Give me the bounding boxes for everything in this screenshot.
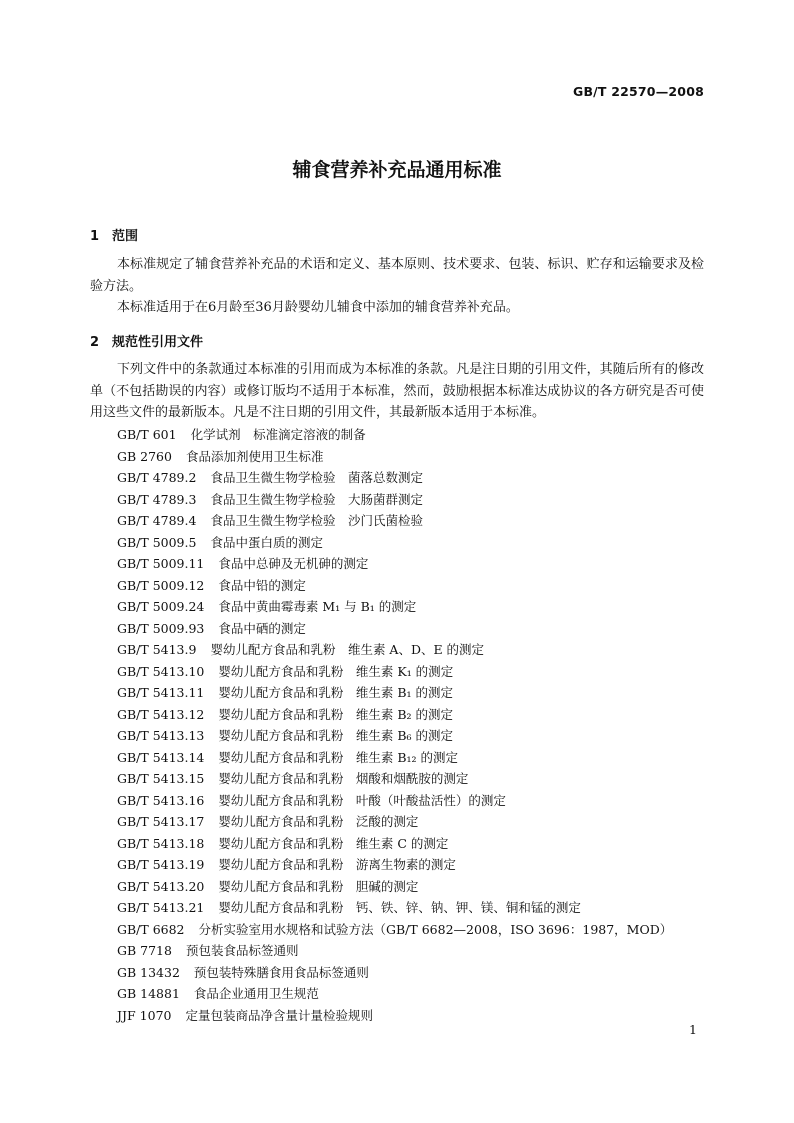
- reference-item: [117, 424, 672, 446]
- paragraph: 下列文件中的条款通过本标准的引用而成为本标准的条款。凡是注日期的引用文件，其随后所有的修改单（不包括勘误的内容）或修订版均不适用于本标准，然而，鼓励根据本标准达成协议的各方研究是否可使用这些文件的最新版本。凡是不注日期的引用文件，其最新版本适用于本标准。: [90, 362, 704, 420]
- reference-title: 食品中铅的测定: [218, 577, 306, 593]
- reference-code: GB/T 4789.4: [117, 513, 197, 528]
- reference-code: GB/T 5009.11: [117, 556, 205, 571]
- reference-code: GB/T 5413.21: [117, 900, 205, 915]
- reference-item: [117, 876, 672, 898]
- reference-title: 婴幼儿配方食品和乳粉 胆碱的测定: [218, 878, 419, 894]
- reference-title: 婴幼儿配方食品和乳粉 叶酸（叶酸盐活性）的测定: [218, 792, 506, 808]
- reference-item: [117, 790, 672, 812]
- section-2-heading: [90, 331, 203, 350]
- reference-item: [117, 553, 672, 575]
- reference-code: GB/T 5413.18: [117, 835, 205, 851]
- reference-title: 食品中黄曲霉毒素 M₁ 与 B₁ 的测定: [218, 599, 417, 614]
- reference-item: [117, 489, 672, 511]
- reference-code: GB/T 601: [117, 427, 177, 442]
- reference-item: [117, 596, 672, 618]
- document-title: 辅食营养补充品通用标准: [292, 159, 502, 181]
- reference-title: 婴幼儿配方食品和乳粉 维生素 B₂ 的测定: [218, 706, 454, 722]
- reference-code: GB/T 5413.9: [117, 642, 197, 657]
- reference-item: [117, 467, 672, 489]
- reference-item: [117, 682, 672, 704]
- reference-item: [117, 940, 672, 962]
- reference-item: [117, 532, 672, 554]
- reference-code: GB/T 5413.14: [117, 749, 205, 765]
- paragraph: 本标准适用于在6月龄至36月龄婴幼儿辅食中添加的辅食营养补充品。: [117, 300, 519, 315]
- reference-item: [117, 919, 672, 941]
- reference-item: [117, 962, 672, 984]
- section-1-body: [90, 254, 704, 319]
- reference-code: GB/T 6682: [117, 921, 185, 937]
- reference-title: 婴幼儿配方食品和乳粉 维生素 A、D、E 的测定: [210, 642, 485, 657]
- reference-title: 婴幼儿配方食品和乳粉 游离生物素的测定: [218, 857, 456, 872]
- section-number: 2: [90, 335, 100, 350]
- reference-title: 分析实验室用水规格和试验方法（GB/T 6682—2008，ISO 3696：1987，MOD）: [198, 921, 673, 937]
- reference-item: [117, 833, 672, 855]
- reference-title: 食品中蛋白质的测定: [210, 534, 323, 550]
- reference-title: 食品企业通用卫生规范: [193, 986, 319, 1001]
- reference-item: [117, 747, 672, 769]
- reference-title: 预包装特殊膳食用食品标签通则: [193, 964, 369, 980]
- reference-item: [117, 661, 672, 683]
- reference-item: [117, 854, 672, 876]
- reference-code: GB/T 5009.93: [117, 620, 205, 636]
- reference-code: GB/T 5413.15: [117, 771, 205, 786]
- reference-item: [117, 811, 672, 833]
- reference-item: [117, 510, 672, 532]
- reference-title: 婴幼儿配方食品和乳粉 烟酸和烟酰胺的测定: [218, 771, 469, 786]
- reference-item: [117, 897, 672, 919]
- reference-code: GB/T 5413.13: [117, 728, 205, 743]
- reference-item: [117, 1005, 672, 1027]
- reference-title: 婴幼儿配方食品和乳粉 维生素 B₆ 的测定: [218, 728, 454, 743]
- reference-code: GB/T 5413.16: [117, 792, 205, 808]
- reference-title: 婴幼儿配方食品和乳粉 维生素 K₁ 的测定: [218, 663, 454, 679]
- section-number: 1: [90, 229, 100, 244]
- section-2-intro: [90, 359, 704, 424]
- standard-code: GB/T 22570—2008: [572, 84, 704, 99]
- reference-code: GB 13432: [117, 964, 180, 980]
- reference-code: GB/T 5413.11: [117, 685, 205, 700]
- reference-title: 婴幼儿配方食品和乳粉 泛酸的测定: [218, 814, 419, 829]
- reference-code: GB/T 4789.3: [117, 491, 197, 507]
- reference-code: GB/T 5413.10: [117, 663, 205, 679]
- reference-item: [117, 639, 672, 661]
- reference-code: JJF 1070: [117, 1007, 172, 1023]
- section-title: 规范性引用文件: [112, 335, 204, 350]
- reference-title: 预包装食品标签通则: [185, 943, 299, 958]
- reference-item: [117, 768, 672, 790]
- reference-title: 食品卫生微生物学检验 大肠菌群测定: [210, 491, 423, 507]
- reference-title: 食品添加剂使用卫生标准: [185, 448, 324, 464]
- reference-title: 食品中总砷及无机砷的测定: [218, 556, 369, 571]
- reference-code: GB/T 5009.24: [117, 599, 205, 614]
- paragraph: 本标准规定了辅食营养补充品的术语和定义、基本原则、技术要求、包装、标识、贮存和运输要求及检验方法。: [90, 257, 704, 294]
- section-title: 范围: [112, 229, 139, 244]
- reference-title: 食品卫生微生物学检验 菌落总数测定: [210, 470, 423, 485]
- reference-code: GB 14881: [117, 986, 180, 1001]
- reference-title: 婴幼儿配方食品和乳粉 维生素 C 的测定: [218, 835, 449, 851]
- reference-item: [117, 983, 672, 1005]
- reference-title: 定量包装商品净含量计量检验规则: [185, 1007, 373, 1023]
- reference-title: 食品中硒的测定: [218, 620, 306, 636]
- reference-code: GB/T 5413.17: [117, 814, 205, 829]
- reference-item: [117, 725, 672, 747]
- reference-code: GB/T 5413.19: [117, 857, 205, 872]
- reference-item: [117, 446, 672, 468]
- reference-title: 食品卫生微生物学检验 沙门氏菌检验: [210, 513, 423, 528]
- reference-title: 婴幼儿配方食品和乳粉 钙、铁、锌、钠、钾、镁、铜和锰的测定: [218, 900, 581, 915]
- reference-code: GB/T 4789.2: [117, 470, 197, 485]
- reference-item: [117, 575, 672, 597]
- reference-item: [117, 618, 672, 640]
- reference-code: GB/T 5009.12: [117, 577, 205, 593]
- reference-title: 婴幼儿配方食品和乳粉 维生素 B₁₂ 的测定: [218, 749, 459, 765]
- reference-code: GB/T 5413.20: [117, 878, 205, 894]
- reference-code: GB 7718: [117, 943, 172, 958]
- page-number: 1: [689, 1022, 697, 1037]
- reference-title: 化学试剂 标准滴定溶液的制备: [190, 427, 366, 442]
- reference-code: GB 2760: [117, 448, 172, 464]
- reference-title: 婴幼儿配方食品和乳粉 维生素 B₁ 的测定: [218, 685, 454, 700]
- reference-item: [117, 704, 672, 726]
- section-1-heading: [90, 225, 138, 244]
- reference-list: [117, 424, 672, 1026]
- reference-code: GB/T 5413.12: [117, 706, 205, 722]
- reference-code: GB/T 5009.5: [117, 534, 197, 550]
